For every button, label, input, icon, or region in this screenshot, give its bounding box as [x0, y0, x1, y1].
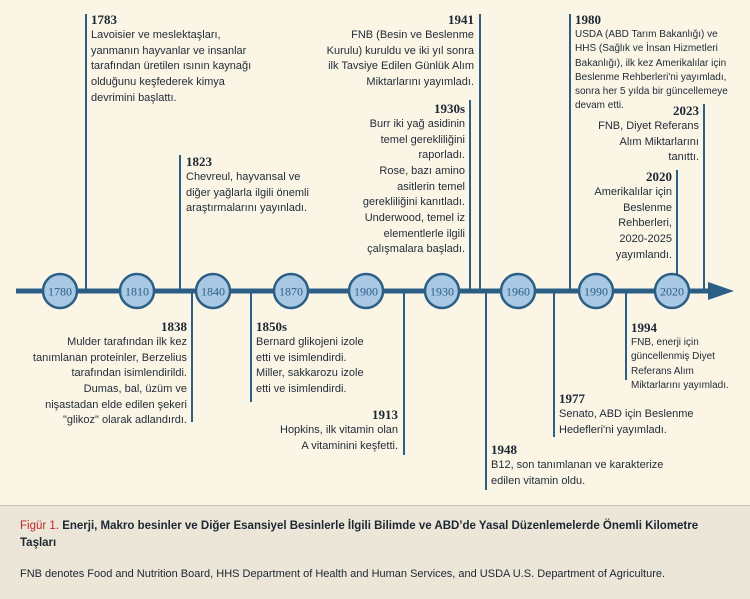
event-text: FNB, Diyet Referans Alım Miktarlarını tanıttı.: [598, 120, 699, 164]
event-year: 1783: [91, 12, 117, 27]
event-1783: [91, 12, 291, 106]
event-text: B12, son tanımlanan ve karakterize edilen vitamin oldu.: [491, 459, 664, 487]
event-1941: [310, 12, 474, 91]
event-text: Hopkins, ilk vitamin olan A vitaminini keşfetti.: [280, 424, 398, 452]
timeline-arrowhead: [708, 282, 734, 300]
event-1850s: [256, 319, 396, 398]
decade-marker: [196, 274, 230, 308]
event-1913: [248, 407, 398, 454]
decade-marker: [120, 274, 154, 308]
event-year: 1850s: [256, 319, 288, 334]
decade-label: 1930: [430, 284, 454, 299]
decade-label: 2020: [660, 284, 684, 299]
event-year: 1977: [559, 391, 585, 406]
event-2023: [578, 103, 699, 166]
event-text: Amerikalılar için Beslenme Rehberleri, 2020-2025 yayımlandı.: [594, 186, 672, 261]
decade-label: 1840: [201, 284, 225, 299]
decade-label: 1810: [125, 284, 149, 299]
decade-marker: [579, 274, 613, 308]
event-year: 1913: [372, 407, 398, 422]
event-1977: [559, 391, 719, 438]
caption-title: [20, 518, 720, 553]
caption-note: FNB denotes Food and Nutrition Board, HHS Department of Health and Human Services, and USDA U.S. Department of Agriculture.: [20, 568, 666, 580]
event-1838: [20, 319, 187, 429]
event-1823: [186, 154, 346, 217]
event-year: 2023: [673, 103, 699, 118]
decade-marker: [425, 274, 459, 308]
decade-marker: [501, 274, 535, 308]
event-1948: [491, 442, 711, 489]
event-year: 1948: [491, 442, 517, 457]
event-2020: [578, 169, 672, 263]
caption-label: Figür 1.: [20, 520, 59, 532]
event-1980: [575, 12, 750, 113]
figure-caption: [0, 505, 750, 599]
event-year: 1980: [575, 12, 601, 27]
decade-marker: [43, 274, 77, 308]
event-1994: [631, 320, 747, 393]
event-text: Mulder tarafından ilk kez tanımlanan proteinler, Berzelius tarafından isimlendirildi. Dumas, bal, üzüm ve nişastadan elde edilen şekeri "glikoz" olarak adlandırdı.: [32, 336, 187, 427]
event-text: USDA (ABD Tarım Bakanlığı) ve HHS (Sağlık ve İnsan Hizmetleri Bakanlığı), ilk kez Amerikalılar için Beslenme Rehberleri'ni yayımladı, sonra her 5 yılda bir güncellemeye devam etti.: [575, 29, 728, 112]
decade-marker: [274, 274, 308, 308]
event-text: FNB, enerji için güncellenmiş Diyet Referans Alım Miktarlarını yayımladı.: [631, 337, 729, 391]
decade-marker: [349, 274, 383, 308]
event-text: Lavoisier ve meslektaşları, yanmanın hayvanlar ve insanlar tarafından üretilen ısının kaynağı olduğunu keşfederek kimya devrimini başlattı.: [91, 29, 252, 104]
event-1930s: [340, 101, 465, 258]
decade-label: 1960: [506, 284, 530, 299]
decade-label: 1900: [354, 284, 378, 299]
caption-title-text: Enerji, Makro besinler ve Diğer Esansiyel Besinlerle İlgili Bilimde ve ABD’de Yasal Düzenlemelerde Önemli Kilometre Taşları: [20, 520, 699, 550]
event-year: 1994: [631, 320, 657, 335]
decade-label: 1870: [279, 284, 303, 299]
event-year: 1930s: [433, 101, 465, 116]
event-text: FNB (Besin ve Beslenme Kurulu) kuruldu ve iki yıl sonra ilk Tavsiye Edilen Günlük Alım Miktarlarını yayımladı.: [326, 29, 474, 89]
event-text: Bernard glikojeni izole etti ve isimlendirdi. Miller, sakkarozu izole etti ve isimlendirdi.: [256, 336, 364, 396]
event-year: 1941: [448, 12, 474, 27]
decade-marker: [655, 274, 689, 308]
event-year: 2020: [646, 169, 672, 184]
decade-label: 1990: [584, 284, 608, 299]
event-year: 1838: [161, 319, 187, 334]
event-text: Burr iki yağ asidinin temel gerekliliğini raporladı. Rose, bazı amino asitlerin temel gerekliliğini kanıtladı. Underwood, temel iz elementlerle ilgili çalışmalara başladı.: [362, 118, 465, 256]
event-text: Senato, ABD için Beslenme Hedefleri'ni yayımladı.: [559, 408, 694, 436]
event-text: Chevreul, hayvansal ve diğer yağlarla ilgili önemli araştırmalarını yayınladı.: [186, 171, 309, 215]
event-year: 1823: [186, 154, 212, 169]
decade-label: 1780: [48, 284, 72, 299]
